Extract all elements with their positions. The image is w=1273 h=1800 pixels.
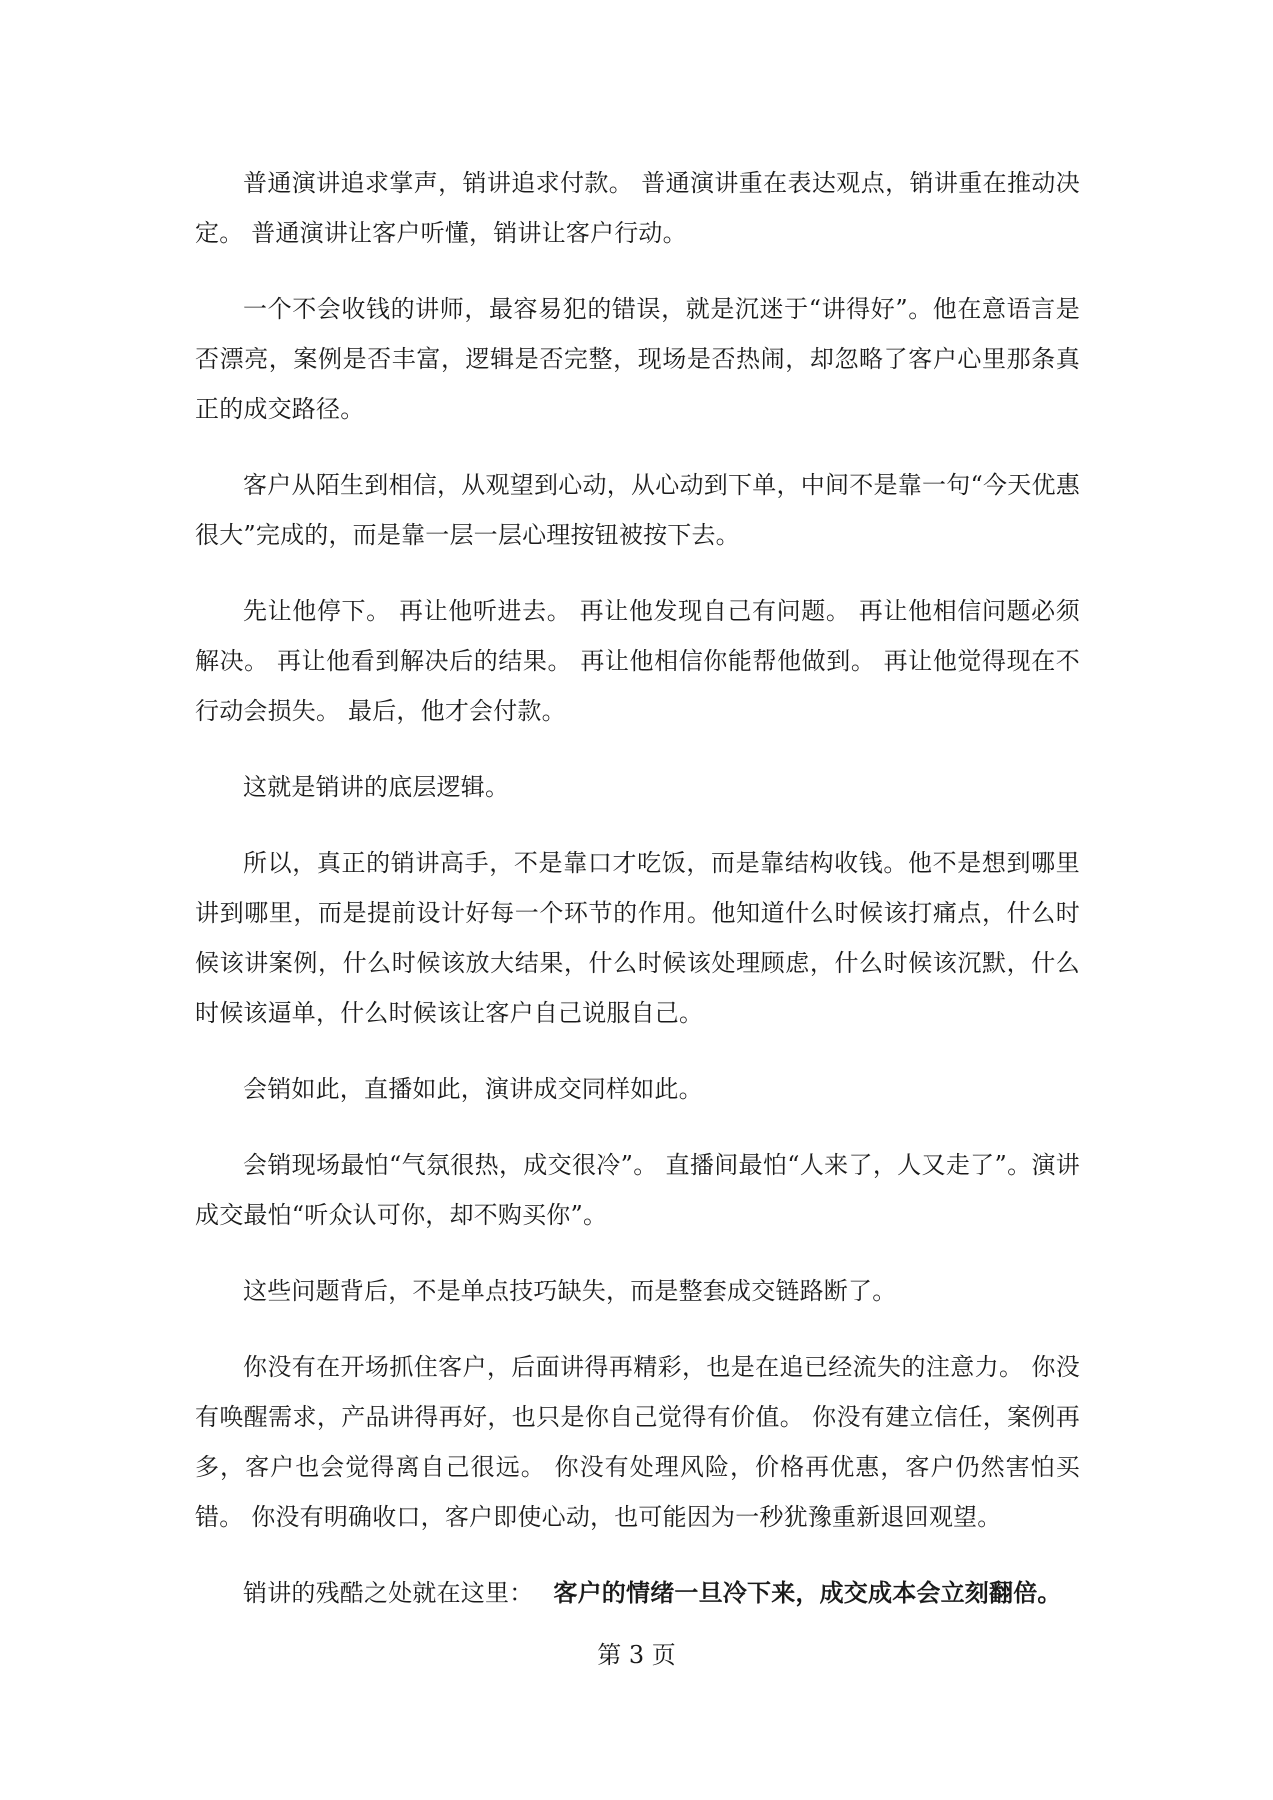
paragraph: 会销现场最怕“气氛很热，成交很冷”。 直播间最怕“人来了，人又走了”。演讲成交最怕“听众认可你，却不购买你”。 xyxy=(195,1151,1080,1229)
paragraph: 你没有在开场抓住客户，后面讲得再精彩，也是在追已经流失的注意力。 你没有唤醒需求，产品讲得再好，也只是你自己觉得有价值。 你没有建立信任，案例再多，客户也会觉得离自己很远。 你没有处理风险，价格再优惠，客户仍然害怕买错。 你没有明确收口，客户即使心动，也可能因为一秒犹豫重新退回观望。 xyxy=(195,1353,1080,1531)
paragraph: 这些问题背后，不是单点技巧缺失，而是整套成交链路断了。 xyxy=(243,1277,897,1305)
paragraph: 客户从陌生到相信，从观望到心动，从心动到下单，中间不是靠一句“今天优惠很大”完成的，而是靠一层一层心理按钮被按下去。 xyxy=(195,471,1080,549)
paragraph: 这就是销讲的底层逻辑。 xyxy=(243,773,510,801)
final-paragraph xyxy=(195,1568,1080,1618)
paragraph: 所以，真正的销讲高手，不是靠口才吃饭，而是靠结构收钱。他不是想到哪里讲到哪里，而是提前设计好每一个环节的作用。他知道什么时候该打痛点，什么时候该讲案例，什么时候该放大结果，什么时候该处理顾虑，什么时候该沉默，什么时候该逼单，什么时候该让客户自己说服自己。 xyxy=(195,849,1080,1027)
paragraph: 先让他停下。 再让他听进去。 再让他发现自己有问题。 再让他相信问题必须解决。 再让他看到解决后的结果。 再让他相信你能帮他做到。 再让他觉得现在不行动会损失。 最后，他才会付款。 xyxy=(195,597,1080,725)
final-paragraph-lead: 销讲的残酷之处就在这里： xyxy=(243,1579,534,1607)
document-body xyxy=(195,158,1080,1644)
paragraph: 一个不会收钱的讲师，最容易犯的错误，就是沉迷于“讲得好”。他在意语言是否漂亮，案例是否丰富，逻辑是否完整，现场是否热闹，却忽略了客户心里那条真正的成交路径。 xyxy=(195,295,1080,423)
paragraph: 普通演讲追求掌声，销讲追求付款。 普通演讲重在表达观点，销讲重在推动决定。 普通演讲让客户听懂，销讲让客户行动。 xyxy=(195,169,1080,247)
page-number: 第 3 页 xyxy=(597,1641,676,1669)
final-paragraph-emphasis: 客户的情绪一旦冷下来，成交成本会立刻翻倍。 xyxy=(553,1578,1062,1607)
paragraph: 会销如此，直播如此，演讲成交同样如此。 xyxy=(243,1075,703,1103)
